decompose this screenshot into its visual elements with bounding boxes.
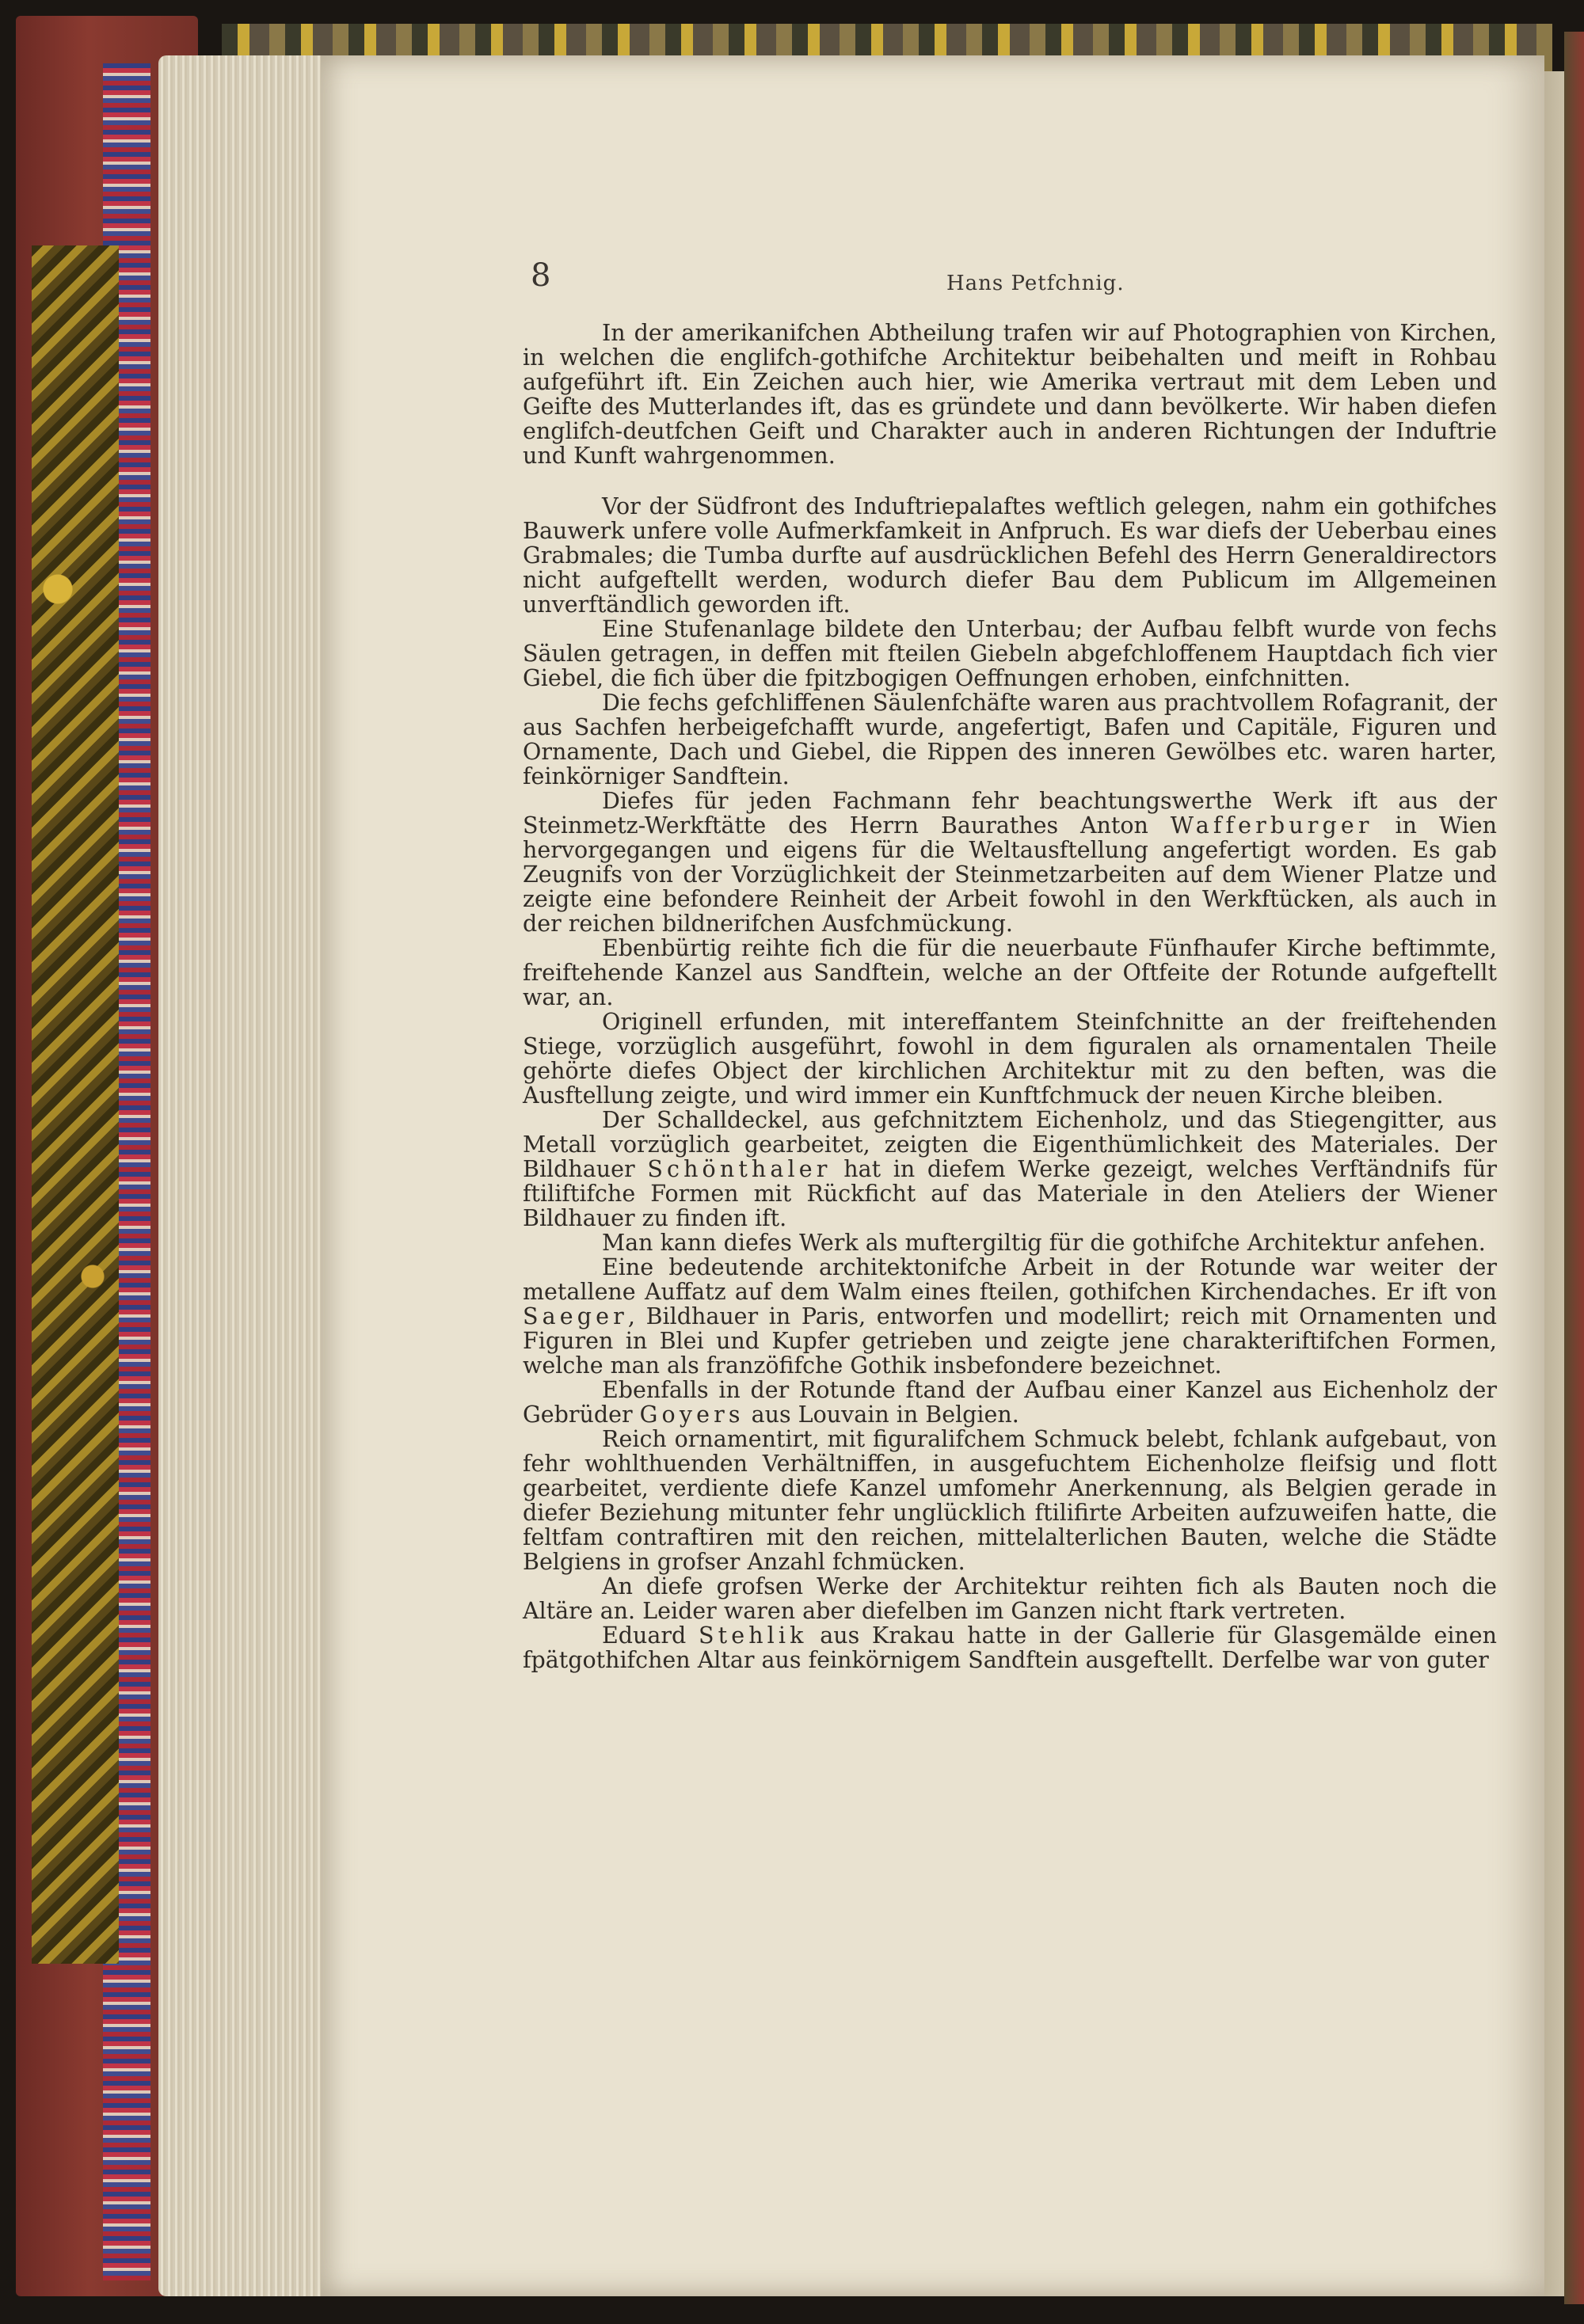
page-header — [531, 257, 1481, 305]
text-run: Vor der Südfront des Induftriepalaftes weftlich gelegen, nahm ein gothifches Bauwerk unfere volle Aufmerkfamkeit in Anfpruch. Es war diefs der Ueberbau eines Grabmales; die Tumba durfte auf ausdrücklichen Befehl des Herrn Generaldirectors nicht aufgeftellt werden, wodurch diefer Bau dem Publicum im Allgemeinen unverftändlich geworden ift. — [523, 493, 1497, 618]
text-run: In der amerikanifchen Abtheilung trafen wir auf Photographien von Kirchen, in welchen die englifch-gothifche Architektur beibehalten und meift in Rohbau aufgeführt ift. Ein Zeichen auch hier, wie Amerika vertraut mit dem Leben und Geifte des Mutterlandes ift, das es gründete und dann bevölkerte. Wir haben diefen englifch-deutfchen Geift und Charakter auch in anderen Richtungen der Induftrie und Kunft wahrgenommen. — [523, 320, 1497, 469]
body-text — [523, 321, 1497, 1672]
paragraph-2 — [523, 494, 1497, 617]
text-run: Ebenfalls in der Rotunde ftand der Aufbau einer Kanzel aus Eichenholz der Gebrüder — [523, 1377, 1497, 1428]
text-run: Die fechs gefchliffenen Säulenfchäfte waren aus prachtvollem Rofagranit, der aus Sachfen herbeigefchafft wurde, angefertigt, Bafen und Capitäle, Figuren und Ornamente, Dach und Giebel, die Rippen des inneren Gewölbes etc. waren harter, feinkörniger Sandftein. — [523, 690, 1497, 789]
paragraph-12 — [523, 1427, 1497, 1574]
paragraph-4 — [523, 690, 1497, 789]
page-stack-edges — [158, 55, 325, 2296]
paragraph-1 — [523, 321, 1497, 468]
paragraph-6 — [523, 936, 1497, 1010]
paragraph-8 — [523, 1108, 1497, 1230]
spaced-name: Saeger — [523, 1303, 628, 1329]
text-run: , Bildhauer in Paris, entworfen und modellirt; reich mit Ornamenten und Figuren in Blei und Kupfer getrieben und zeigte jene charakteriftifchen Formen, welche man als franzöfifche Gothik insbefondere bezeichnet. — [523, 1303, 1497, 1379]
spaced-name: Schönthaler — [647, 1156, 832, 1182]
text-run: Diefes für jeden Fachmann fehr beachtungswerthe Werk ift aus der Steinmetz-Werkftätte des Herrn Baurathes Anton — [523, 788, 1497, 839]
text-run: aus Louvain in Belgien. — [744, 1402, 1019, 1428]
paragraph-10 — [523, 1255, 1497, 1378]
text-run: Eine bedeutende architektonifche Arbeit in der Rotunde war weiter der metallene Auffatz auf dem Walm eines fteilen, gothifchen Kirchendaches. Er ift von — [523, 1254, 1497, 1305]
running-head: Hans Petfchnig. — [946, 272, 1125, 295]
paragraph-11 — [523, 1378, 1497, 1427]
page-number: 8 — [531, 257, 551, 294]
text-run: Ebenbürtig reihte fich die für die neuerbaute Fünfhaufer Kirche beftimmte, freiftehende Kanzel aus Sandftein, welche an der Oftfeite der Rotunde aufgeftellt war, an. — [523, 935, 1497, 1010]
text-run: aus Krakau hatte in der Gallerie für Glasgemälde einen fpätgothifchen Altar aus feinkörnigem Sandftein ausgeftellt. Derfelbe war von guter — [523, 1622, 1498, 1673]
text-run: Eine Stufenanlage bildete den Unterbau; der Aufbau felbft wurde von fechs Säulen getragen, in deffen mit fteilen Giebeln abgefchloffenem Hauptdach fich vier Giebel, die fich über die fpitzbogigen Oeffnungen erhoben, einfchnitten. — [523, 616, 1497, 691]
text-run: Reich ornamentirt, mit figuralifchem Schmuck belebt, fchlank aufgebaut, von fehr wohlthuenden Verhältniffen, in ausgefuchtem Eichenholze fleifsig und flott gearbeitet, verdiente diefe Kanzel umfomehr Anerkennung, als Belgien gerade in diefer Beziehung mitunter fehr unglücklich ftilifirte Arbeiten aufzuweifen hatte, die feltfam contraftiren mit den reichen, mittelalterlichen Bauten, welche die Städte Belgiens in grofser Anzahl fchmücken. — [523, 1426, 1497, 1575]
text-run: in Wien hervorgegangen und eigens für die Weltausftellung angefertigt worden. Es gab Zeugnifs von der Vorzüglichkeit der Steinmetzarbeiten auf dem Wiener Platze und zeigte eine befondere Reinheit der Arbeit fowohl in den Werkftücken, als auch in der reichen bildnerifchen Ausfchmückung. — [523, 812, 1498, 937]
book-cover-right — [1564, 32, 1584, 2304]
text-run: hat in diefem Werke gezeigt, welches Verftändnifs für ftiliftifche Formen mit Rückficht auf das Materiale in den Ateliers der Wiener Bildhauer zu finden ift. — [523, 1156, 1497, 1231]
text-run: Originell erfunden, mit intereffantem Steinfchnitte an der freiftehenden Stiege, vorzüglich ausgeführt, fowohl in dem figuralen als ornamentalen Theile gehörte diefes Object der kirchlichen Architektur mit zu den beften, was die Ausftellung zeigte, und wird immer ein Kunftfchmuck der neuen Kirche bleiben. — [523, 1009, 1497, 1109]
paragraph-13 — [523, 1574, 1497, 1623]
paragraph-14 — [523, 1623, 1497, 1672]
paragraph-9 — [523, 1230, 1497, 1255]
paragraph-3 — [523, 617, 1497, 690]
paragraph-5 — [523, 789, 1497, 936]
marbled-endpaper — [32, 245, 119, 1964]
spaced-name: Goyers — [639, 1402, 744, 1428]
text-run: Eduard — [602, 1622, 699, 1649]
text-run: Man kann diefes Werk als muftergiltig für die gothifche Architektur anfehen. — [602, 1230, 1486, 1256]
spaced-name: Stehlik — [698, 1622, 808, 1649]
spaced-name: Wafferburger — [1170, 812, 1373, 839]
text-run: Der Schalldeckel, aus gefchnitztem Eichenholz, und das Stiegengitter, aus Metall vorzüglich gearbeitet, zeigten die Eigenthümlichkeit des Materiales. Der Bildhauer — [523, 1107, 1497, 1182]
paragraph-7 — [523, 1010, 1497, 1108]
text-run: An diefe grofsen Werke der Architektur reihten fich als Bauten noch die Altäre an. Leider waren aber diefelben im Ganzen nicht ftark vertreten. — [523, 1573, 1497, 1624]
